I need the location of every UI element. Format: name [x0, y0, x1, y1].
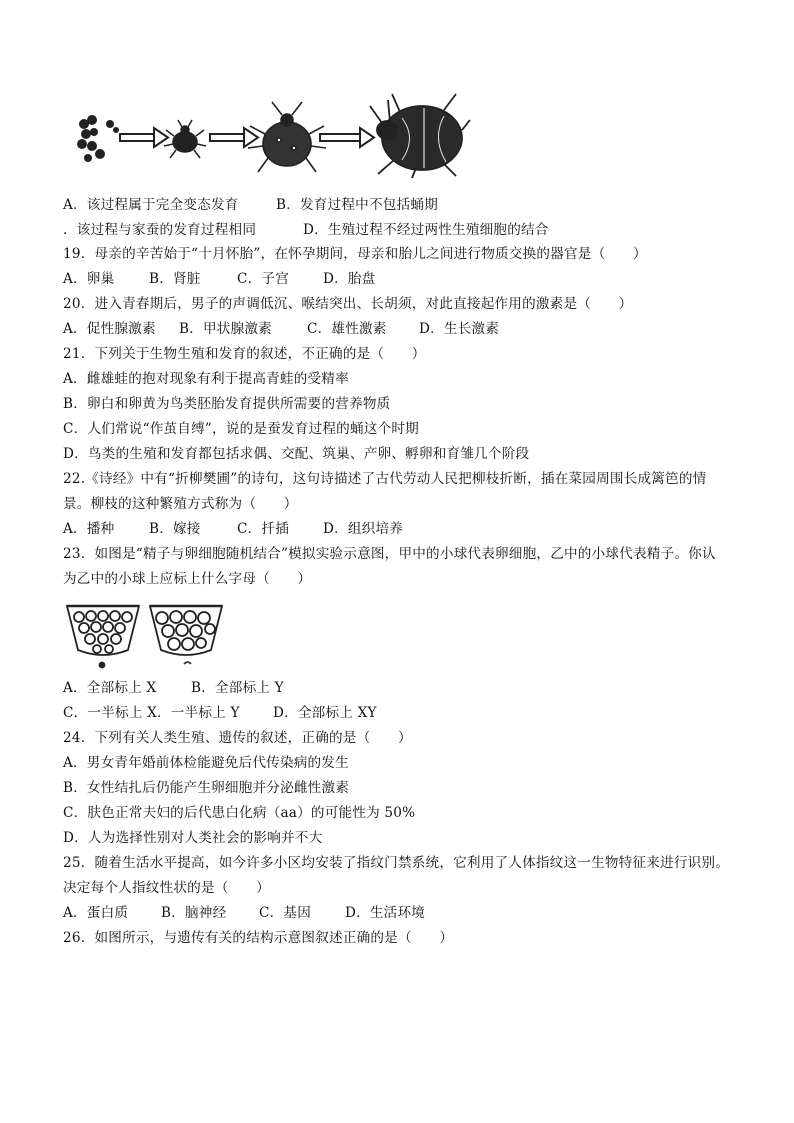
q23-option-a: A．全部标上 X [63, 680, 157, 696]
q21-option-a: A．雌雄蛙的抱对现象有利于提高青蛙的受精率 [63, 371, 349, 387]
q18-option-c: ．该过程与家蚕的发育过程相同 [63, 222, 257, 238]
q19-option-d: D．胎盘 [323, 271, 376, 287]
q20-option-a: A．促性腺激素 [63, 321, 156, 337]
arrow-icon [120, 128, 168, 147]
q23-option-b: B．全部标上 Y [191, 680, 284, 696]
q23-option-c: C．一半标上 X．一半标上 Y [63, 705, 240, 721]
q25-option-b: B．脑神经 [161, 905, 227, 921]
q25-stem-line-2: 决定每个人指纹性状的是（ ） [63, 880, 270, 896]
q23-bowls-figure [64, 598, 234, 672]
q22-options [63, 520, 403, 538]
q21-option-d: D．鸟类的生殖和发育都包括求偶、交配、筑巢、产卵、孵卵和育雏几个阶段 [63, 446, 530, 462]
q20-stem: 20．进入青春期后，男子的声调低沉、喉结突出、长胡须，对此直接起作用的激素是（ ） [63, 296, 633, 312]
arrow-icon [320, 128, 374, 147]
q23-stem-line-2: 为乙中的小球上应标上什么字母（ ） [63, 571, 312, 587]
q21-option-b: B．卵白和卵黄为鸟类胚胎发育提供所需要的营养物质 [63, 396, 391, 412]
q18-option-d: D．生殖过程不经过两性生殖细胞的结合 [303, 222, 549, 238]
arrow-icon [210, 128, 258, 147]
q22-option-d: D．组织培养 [323, 521, 404, 537]
q18-option-a: A．该过程属于完全变态发育 [63, 197, 239, 213]
q25-option-c: C．基因 [259, 905, 311, 921]
q24-option-b: B．女性结扎后仍能产生卵细胞并分泌雌性激素 [63, 780, 350, 796]
q18-option-b: B．发育过程中不包括蛹期 [276, 197, 438, 213]
q25-stem-line-1: 25．随着生活水平提高，如今许多小区均安装了指纹门禁系统，它利用了人体指纹这一生物特征来进行识别。 [63, 855, 729, 871]
bowl-jia-icon [67, 606, 139, 668]
q25-option-d: D．生活环境 [345, 905, 426, 921]
q22-option-c: C．扦插 [237, 521, 289, 537]
q22-stem-line-2: 景。柳枝的这种繁殖方式称为（ ） [63, 496, 298, 512]
bowl-yi-icon [150, 606, 222, 664]
q20-options [63, 320, 499, 338]
q25-options [63, 904, 425, 922]
q26-stem: 26．如图所示，与遗传有关的结构示意图叙述正确的是（ ） [63, 930, 454, 946]
q20-option-c: C．雄性激素 [307, 321, 387, 337]
q23-options-row-2 [63, 704, 377, 722]
q20-option-b: B．甲状腺激素 [179, 321, 272, 337]
q22-option-b: B．嫁接 [149, 521, 201, 537]
q24-option-d: D．人为选择性别对人类社会的影响并不大 [63, 830, 323, 846]
q24-stem: 24．下列有关人类生殖、遗传的叙述，正确的是（ ） [63, 730, 412, 746]
q22-stem-line-1: 22.《诗经》中有“折柳樊圃”的诗句，这句诗描述了古代劳动人民把柳枝折断，插在菜园周围长成篱笆的情 [63, 471, 707, 487]
adult-insect-icon [370, 94, 470, 178]
q24-option-c: C．肤色正常夫妇的后代患白化病（aa）的可能性为 50% [63, 805, 416, 821]
medium-nymph-icon [248, 102, 326, 172]
q21-stem: 21．下列关于生物生殖和发育的叙述，不正确的是（ ） [63, 346, 426, 362]
small-nymph-icon [164, 120, 206, 158]
q23-stem-line-1: 23．如图是“精子与卵细胞随机结合”模拟实验示意图，甲中的小球代表卵细胞，乙中的小球代表精子。你认 [63, 546, 716, 562]
q19-options [63, 270, 375, 288]
egg-cluster-icon [77, 115, 119, 162]
q25-option-a: A．蛋白质 [63, 905, 129, 921]
q23-option-d: D．全部标上 XY [273, 705, 377, 721]
q21-option-c: C．人们常说“作茧自缚”，说的是蚕发育过程的蛹这个时期 [63, 421, 419, 437]
q23-options-row-1 [63, 679, 284, 697]
q19-stem: 19．母亲的辛苦始于“十月怀胎”，在怀孕期间，母亲和胎儿之间进行物质交换的器官是（ ） [63, 246, 647, 262]
q18-options-row-2 [63, 221, 549, 239]
q18-options-row-1 [63, 196, 438, 214]
q20-option-d: D．生长激素 [419, 321, 500, 337]
q22-option-a: A．播种 [63, 521, 115, 537]
q19-option-b: B．肾脏 [149, 271, 201, 287]
insect-development-figure [72, 90, 472, 180]
q19-option-c: C．子宫 [237, 271, 289, 287]
q24-option-a: A．男女青年婚前体检能避免后代传染病的发生 [63, 755, 349, 771]
q19-option-a: A．卵巢 [63, 271, 115, 287]
